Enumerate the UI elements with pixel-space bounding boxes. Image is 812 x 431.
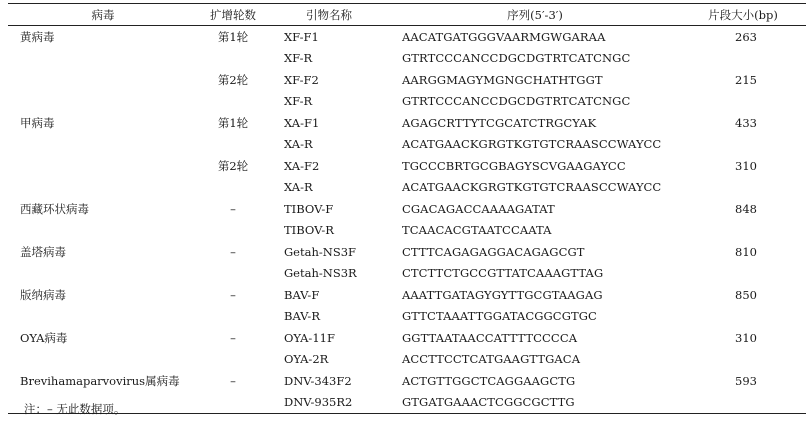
table-row bbox=[8, 241, 806, 263]
cell-virus: 甲病毒 bbox=[20, 115, 55, 130]
cell-primer-name: XA-F2 bbox=[284, 158, 320, 173]
cell-primer-name: XA-F1 bbox=[284, 115, 320, 130]
cell-sequence: GGTTAATAACCATTTTCCCCA bbox=[402, 330, 578, 345]
cell-virus: 版纳病毒 bbox=[20, 287, 66, 302]
header-primer: 引物名称 bbox=[306, 7, 352, 22]
table-body bbox=[8, 26, 806, 414]
cell-round: 第1轮 bbox=[217, 115, 249, 130]
cell-virus bbox=[8, 306, 198, 328]
cell-fragment-size: 310 bbox=[735, 158, 757, 173]
cell-fragment-size: 848 bbox=[735, 201, 757, 216]
cell-sequence: AACATGATGGGVAARMGWGARAA bbox=[402, 29, 606, 44]
cell-sequence: AARGGMAGYMGNGCHATHTGGT bbox=[402, 72, 603, 87]
cell-primer-name: XF-R bbox=[284, 94, 313, 109]
cell-round: 第2轮 bbox=[217, 158, 249, 173]
cell-sequence: GTTCTAAATTGGATACGGCGTGC bbox=[402, 309, 597, 324]
cell-sequence: GTGATGAAACTCGGCGCTTG bbox=[402, 395, 575, 410]
table-row bbox=[8, 155, 806, 177]
cell-round: 第2轮 bbox=[217, 72, 249, 87]
cell-round bbox=[198, 48, 268, 70]
cell-sequence: TGCCCBRTGCGBAGYSCVGAAGAYCC bbox=[402, 158, 626, 173]
cell-primer-name: BAV-R bbox=[284, 309, 320, 324]
table-row bbox=[8, 370, 806, 392]
table-row bbox=[8, 69, 806, 91]
cell-round: – bbox=[230, 330, 236, 345]
cell-round bbox=[198, 349, 268, 371]
table-row bbox=[8, 177, 806, 199]
cell-virus: 黄病毒 bbox=[20, 29, 55, 44]
cell-virus bbox=[8, 177, 198, 199]
cell-primer-name: XA-R bbox=[284, 137, 313, 152]
header-virus: 病毒 bbox=[91, 7, 115, 22]
table-header-row bbox=[8, 4, 806, 26]
cell-virus: OYA病毒 bbox=[20, 330, 68, 345]
cell-sequence: ACTGTTGGCTCAGGAAGCTG bbox=[402, 373, 576, 388]
table-row bbox=[8, 48, 806, 70]
primer-table bbox=[8, 3, 806, 414]
cell-round bbox=[198, 392, 268, 414]
cell-fragment-size bbox=[680, 306, 806, 328]
cell-round: – bbox=[230, 287, 236, 302]
cell-virus bbox=[8, 48, 198, 70]
cell-virus bbox=[8, 91, 198, 113]
cell-fragment-size: 433 bbox=[735, 115, 757, 130]
cell-primer-name: Getah-NS3R bbox=[284, 266, 357, 281]
header-sequence: 序列(5′-3′) bbox=[507, 7, 563, 22]
table-row bbox=[8, 26, 806, 48]
cell-fragment-size bbox=[680, 263, 806, 285]
cell-round: – bbox=[230, 201, 236, 216]
cell-virus bbox=[8, 220, 198, 242]
table-row bbox=[8, 134, 806, 156]
cell-round bbox=[198, 134, 268, 156]
cell-fragment-size: 310 bbox=[735, 330, 757, 345]
table-row bbox=[8, 284, 806, 306]
cell-sequence: CTCTTCTGCCGTTATCAAAGTTAG bbox=[402, 266, 604, 281]
table-row bbox=[8, 327, 806, 349]
cell-primer-name: XF-F1 bbox=[284, 29, 319, 44]
table-row bbox=[8, 91, 806, 113]
cell-virus bbox=[8, 134, 198, 156]
cell-primer-name: DNV-935R2 bbox=[284, 395, 353, 410]
cell-sequence: CGACAGACCAAAAGATAT bbox=[402, 201, 555, 216]
cell-fragment-size bbox=[680, 48, 806, 70]
cell-fragment-size bbox=[680, 177, 806, 199]
cell-fragment-size bbox=[680, 134, 806, 156]
cell-fragment-size bbox=[680, 91, 806, 113]
cell-round bbox=[198, 306, 268, 328]
cell-sequence: AGAGCRTTYTCGCATCTRGCYAK bbox=[402, 115, 597, 130]
cell-sequence: GTRTCCCANCCDGCDGTRTCATCNGC bbox=[402, 51, 631, 66]
cell-virus bbox=[8, 263, 198, 285]
cell-primer-name: TIBOV-R bbox=[284, 223, 334, 238]
table-row bbox=[8, 198, 806, 220]
cell-primer-name: DNV-343F2 bbox=[284, 373, 352, 388]
cell-sequence: ACCTTCCTCATGAAGTTGACA bbox=[402, 352, 581, 367]
cell-round: – bbox=[230, 244, 236, 259]
table-row bbox=[8, 349, 806, 371]
primer-table-container bbox=[8, 3, 806, 414]
cell-primer-name: Getah-NS3F bbox=[284, 244, 356, 259]
cell-primer-name: OYA-2R bbox=[284, 352, 329, 367]
cell-primer-name: OYA-11F bbox=[284, 330, 335, 345]
table-row bbox=[8, 392, 806, 414]
cell-round bbox=[198, 91, 268, 113]
cell-primer-name: XA-R bbox=[284, 180, 313, 195]
cell-primer-name: XF-R bbox=[284, 51, 313, 66]
cell-round bbox=[198, 263, 268, 285]
cell-fragment-size: 850 bbox=[735, 287, 757, 302]
cell-virus: 西藏环状病毒 bbox=[20, 201, 89, 216]
cell-round: – bbox=[230, 373, 236, 388]
cell-fragment-size bbox=[680, 349, 806, 371]
cell-primer-name: TIBOV-F bbox=[284, 201, 334, 216]
table-row bbox=[8, 112, 806, 134]
cell-virus: 盖塔病毒 bbox=[20, 244, 66, 259]
cell-sequence: CTTTCAGAGAGGACAGAGCGT bbox=[402, 244, 585, 259]
cell-sequence: ACATGAACKGRGTKGTGTCRAASCCWAYCC bbox=[402, 180, 662, 195]
cell-fragment-size: 593 bbox=[735, 373, 757, 388]
cell-round bbox=[198, 220, 268, 242]
cell-fragment-size bbox=[680, 392, 806, 414]
header-size: 片段大小(bp) bbox=[708, 7, 778, 22]
table-row bbox=[8, 220, 806, 242]
cell-primer-name: BAV-F bbox=[284, 287, 320, 302]
cell-virus bbox=[8, 69, 198, 91]
table-row bbox=[8, 306, 806, 328]
cell-virus bbox=[8, 349, 198, 371]
cell-primer-name: XF-F2 bbox=[284, 72, 319, 87]
cell-sequence: GTRTCCCANCCDGCDGTRTCATCNGC bbox=[402, 94, 631, 109]
cell-sequence: AAATTGATAGYGYTTGCGTAAGAG bbox=[402, 287, 603, 302]
table-footnote: 注：– 无此数据项。 bbox=[24, 402, 126, 416]
cell-fragment-size: 263 bbox=[735, 29, 757, 44]
cell-virus bbox=[8, 155, 198, 177]
cell-fragment-size: 810 bbox=[735, 244, 757, 259]
cell-fragment-size: 215 bbox=[735, 72, 757, 87]
cell-round bbox=[198, 177, 268, 199]
cell-sequence: TCAACACGTAATCCAATA bbox=[402, 223, 552, 238]
cell-virus: Brevihamaparvovirus属病毒 bbox=[20, 373, 180, 388]
header-round: 扩增轮数 bbox=[210, 7, 256, 22]
cell-round: 第1轮 bbox=[217, 29, 249, 44]
cell-fragment-size bbox=[680, 220, 806, 242]
cell-sequence: ACATGAACKGRGTKGTGTCRAASCCWAYCC bbox=[402, 137, 662, 152]
table-row bbox=[8, 263, 806, 285]
